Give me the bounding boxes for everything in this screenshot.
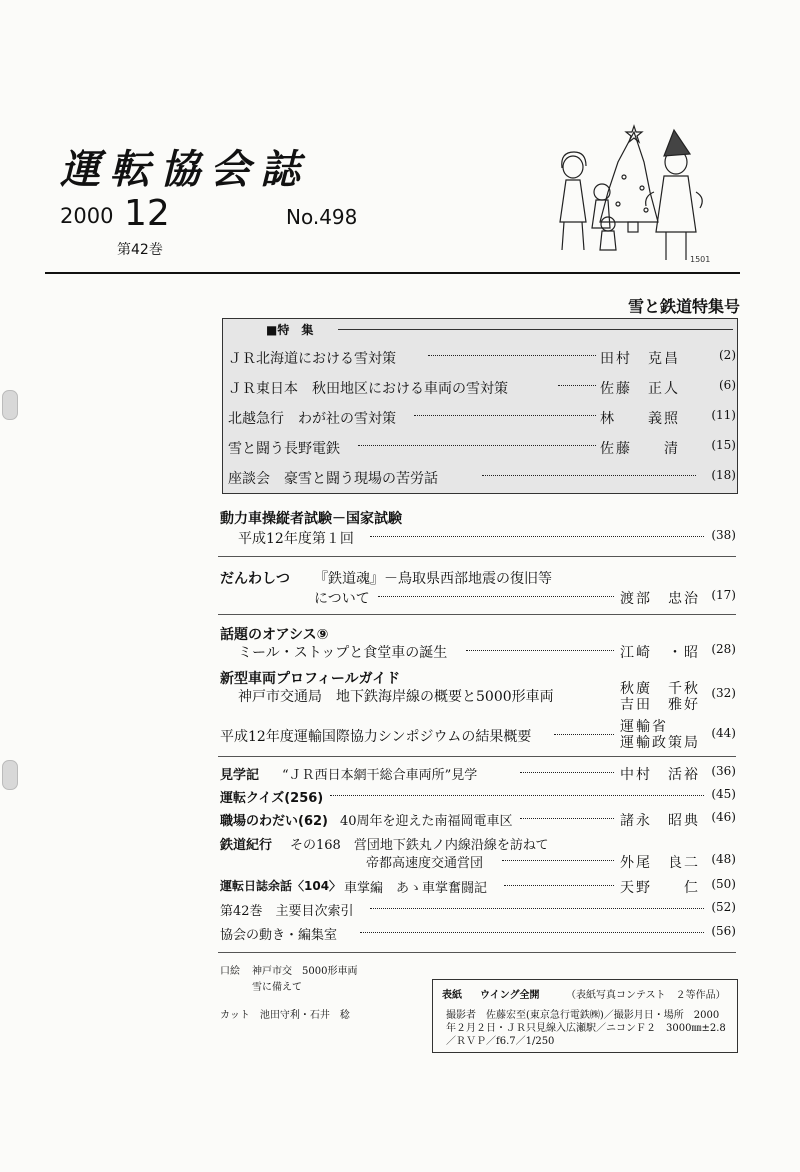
leader-dots xyxy=(428,355,596,356)
toc-entry-exam[interactable] xyxy=(220,528,736,550)
leader-dots xyxy=(370,536,704,537)
toc-page: (48) xyxy=(711,852,736,866)
toc-page: (11) xyxy=(711,408,736,422)
toc-entry-index[interactable] xyxy=(220,900,736,922)
toc-page: (52) xyxy=(711,900,736,914)
toc-entry[interactable] xyxy=(228,348,736,370)
toc-author: 林 義照 xyxy=(600,411,680,427)
toc-page: (36) xyxy=(711,764,736,778)
toc-subtitle: 帝都高速度交通営団 xyxy=(366,856,484,871)
toc-entry-symposium[interactable] xyxy=(220,719,736,751)
cover-line-3: ／ＲＶＰ／f6.7／1/250 xyxy=(446,1036,555,1047)
section-heading-oasis: 話題のオアシス⑨ xyxy=(220,627,329,643)
special-issue-title: 雪と鉄道特集号 xyxy=(627,297,740,316)
leader-dots xyxy=(414,415,596,416)
toc-title: 『鉄道魂』－鳥取県西部地震の復旧等 xyxy=(314,571,552,587)
toc-entry-oasis[interactable] xyxy=(220,642,736,664)
toc-page: (44) xyxy=(711,726,736,740)
leader-dots xyxy=(502,860,614,861)
toc-title: 車掌編 あゝ車掌奮闘記 xyxy=(344,881,488,896)
toc-page: (18) xyxy=(711,468,736,482)
section-label: 鉄道紀行 xyxy=(220,838,273,853)
leader-dots xyxy=(504,885,614,886)
toc-title: ミール・ストップと食堂車の誕生 xyxy=(238,645,448,661)
toc-title: その168 営団地下鉄丸ノ内線沿線を訪ねて xyxy=(290,838,549,853)
toc-title: 協会の動き・編集室 xyxy=(220,928,338,943)
toc-page: (46) xyxy=(711,810,736,824)
toc-title: 雪と闘う長野電鉄 xyxy=(228,441,340,457)
toc-entry-danwa-cont xyxy=(220,588,736,610)
kuchie-text: 神戸市交 5000形車両 xyxy=(252,966,358,977)
toc-author: 運輸政策局 xyxy=(620,735,700,751)
toc-author: 吉田 雅好 xyxy=(620,697,700,713)
cover-contest: （表紙写真コンテスト ２等作品） xyxy=(566,990,726,1001)
section-heading-exam: 動力車操縦者試験－国家試験 xyxy=(220,511,402,527)
toc-title: 平成12年度第１回 xyxy=(238,531,354,547)
issue-month: 12 xyxy=(124,193,170,234)
magazine-title: 運転協会誌 xyxy=(60,147,310,193)
section-divider xyxy=(218,556,736,557)
toc-page: (50) xyxy=(711,877,736,891)
toc-author: 外尾 良二 xyxy=(620,855,700,871)
toc-entry-kiko-cont xyxy=(220,852,736,874)
toc-title: ＪＲ北海道における雪対策 xyxy=(228,351,396,367)
section-divider xyxy=(218,756,736,757)
toc-author: 田村 克昌 xyxy=(600,351,680,367)
toc-title: 北越急行 わが社の雪対策 xyxy=(228,411,396,427)
cover-line-2: 年２月２日・ＪＲ只見線入広瀬駅／ニコンＦ２ 3000㎜±2.8 xyxy=(446,1023,726,1034)
binder-hole-bottom xyxy=(2,760,18,790)
cover-title: ウイング全開 xyxy=(480,990,540,1001)
issue-number: No.498 xyxy=(286,205,358,229)
toc-author: 江崎 ・昭 xyxy=(620,645,700,661)
section-label: 運転日誌余話〈104〉 xyxy=(220,879,342,893)
toc-author: 佐藤 清 xyxy=(600,441,680,457)
leader-dots xyxy=(554,734,614,735)
toc-page: (56) xyxy=(711,924,736,938)
family-christmas-tree-illustration xyxy=(548,122,718,270)
toc-entry[interactable] xyxy=(228,408,736,430)
toc-title: 40周年を迎えた南福岡電車区 xyxy=(340,814,513,829)
toc-entry-quiz[interactable] xyxy=(220,787,736,809)
issue-year: 2000 xyxy=(60,204,114,228)
section-heading-profile: 新型車両プロフィールガイド xyxy=(220,671,401,687)
toc-page: (28) xyxy=(711,642,736,656)
toc-entry-nisshi[interactable] xyxy=(220,877,736,899)
toc-title: ＪＲ東日本 秋田地区における車両の雪対策 xyxy=(228,381,508,397)
feature-heading-rule xyxy=(338,329,733,330)
section-divider xyxy=(218,614,736,615)
section-label: 運転クイズ(256) xyxy=(220,791,324,806)
toc-author: 中村 活裕 xyxy=(620,767,700,783)
toc-title: 平成12年度運輸国際協力シンポジウムの結果概要 xyxy=(220,729,532,745)
toc-title: “ＪＲ西日本網干総合車両所”見学 xyxy=(282,768,478,783)
toc-page: (17) xyxy=(711,588,736,602)
kuchie-label: 口絵 xyxy=(220,966,240,977)
leader-dots xyxy=(360,932,704,933)
cover-line-1: 撮影者 佐藤宏至(東京急行電鉄㈱)／撮影月日・場所 2000 xyxy=(446,1010,720,1021)
toc-entry-kengaku[interactable] xyxy=(220,764,736,786)
leader-dots xyxy=(358,445,596,446)
leader-dots xyxy=(466,650,614,651)
toc-page: (15) xyxy=(711,438,736,452)
toc-author: 運輸省 xyxy=(620,719,668,735)
illustration-signature: 1501 xyxy=(690,255,711,264)
toc-entry-kyokai[interactable] xyxy=(220,924,736,946)
header-rule xyxy=(45,272,740,274)
toc-page: (32) xyxy=(711,686,736,700)
section-label: だんわしつ xyxy=(220,571,290,587)
toc-author: 天野 仁 xyxy=(620,880,700,896)
toc-entry-profile[interactable] xyxy=(220,681,736,713)
toc-page: (2) xyxy=(719,348,736,362)
binder-hole-top xyxy=(2,390,18,420)
toc-title-continued: について xyxy=(314,591,370,607)
toc-title: 座談会 豪雪と闘う現場の苦労話 xyxy=(228,471,438,487)
leader-dots xyxy=(330,795,704,796)
feature-heading: ■特 集 xyxy=(266,323,314,337)
leader-dots xyxy=(558,385,596,386)
toc-entry-shokuba[interactable] xyxy=(220,810,736,832)
toc-entry[interactable] xyxy=(228,438,736,460)
section-label: 見学記 xyxy=(220,768,260,783)
toc-title: 神戸市交通局 地下鉄海岸線の概要と5000形車両 xyxy=(238,689,554,705)
leader-dots xyxy=(378,596,614,597)
cut-credit: カット 池田守利・石井 稔 xyxy=(220,1010,350,1021)
leader-dots xyxy=(520,818,614,819)
toc-entry[interactable] xyxy=(228,378,736,400)
toc-entry[interactable] xyxy=(228,468,736,490)
volume-number: 第42巻 xyxy=(117,242,163,258)
toc-page: (45) xyxy=(711,787,736,801)
toc-page: (6) xyxy=(719,378,736,392)
section-divider xyxy=(218,952,736,953)
leader-dots xyxy=(482,475,696,476)
toc-author: 秋廣 千秋 xyxy=(620,681,700,697)
toc-title: 第42巻 主要目次索引 xyxy=(220,904,354,919)
leader-dots xyxy=(370,908,704,909)
kuchie-text-2: 雪に備えて xyxy=(252,982,302,993)
cover-label: 表紙 xyxy=(442,990,462,1001)
toc-author: 渡部 忠治 xyxy=(620,591,700,607)
leader-dots xyxy=(520,772,614,773)
toc-author: 佐藤 正人 xyxy=(600,381,680,397)
section-label: 職場のわだい(62) xyxy=(220,814,328,829)
toc-author: 諸永 昭典 xyxy=(620,813,700,829)
toc-page: (38) xyxy=(711,528,736,542)
toc-entry-danwa[interactable] xyxy=(220,568,736,590)
